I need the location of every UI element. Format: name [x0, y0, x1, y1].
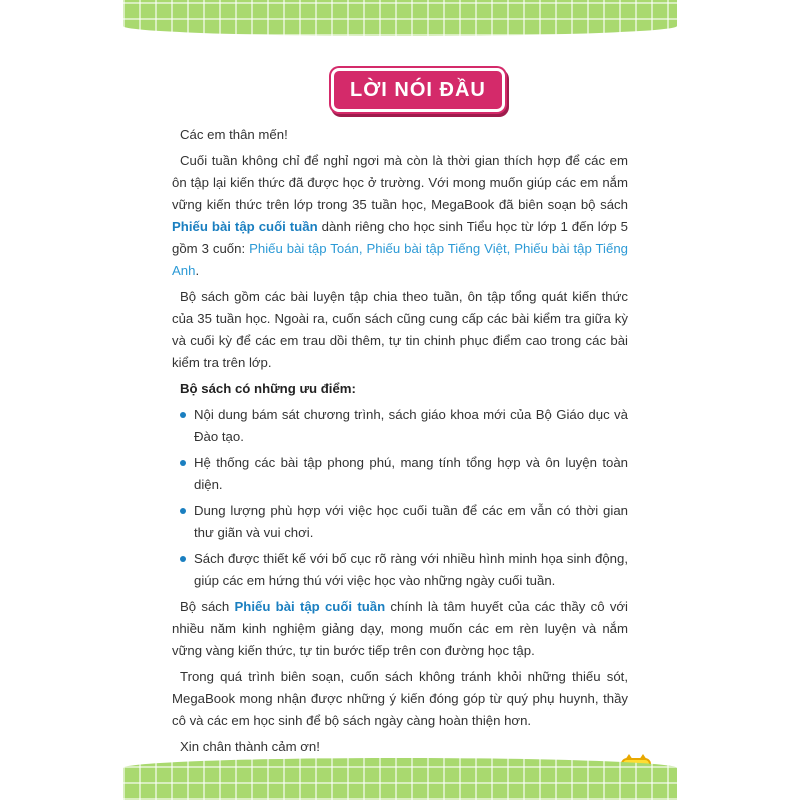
list-item [172, 548, 628, 592]
intro-text-c: . [195, 263, 200, 278]
advantages-list [172, 404, 628, 592]
book-page [123, 0, 677, 800]
closing-line: Xin chân thành cảm ơn! [180, 739, 320, 754]
bullet-icon [180, 412, 186, 418]
book-name-highlight-2: Phiếu bài tập cuối tuần [234, 599, 386, 614]
bullet-icon [180, 556, 186, 562]
greeting: Các em thân mến! [180, 127, 288, 142]
page-title: LỜI NÓI ĐẦU [331, 68, 505, 112]
bullet-icon [180, 508, 186, 514]
list-item [172, 500, 628, 544]
intro-text-a: Cuối tuần không chỉ để nghỉ ngơi mà còn là thời gian thích hợp để các em ôn tập lại kiến thức đã được học ở trường. Với mong muốn giúp các em nắm vững kiến thức trên lớp trong 35 tuần học, MegaBook đã biên soạn bộ sách [172, 153, 628, 212]
advantages-heading: Bộ sách có những ưu điểm: [180, 381, 356, 396]
bullet-icon [180, 460, 186, 466]
bottom-decor-band [123, 758, 677, 800]
paragraph-dedication [172, 596, 628, 662]
list-item [172, 404, 628, 448]
book-name-highlight: Phiếu bài tập cuối tuần [172, 219, 318, 234]
list-item-text: Sách được thiết kế với bố cục rõ ràng với nhiều hình minh họa sinh động, giúp các em hứng thú với việc học vào những ngày cuối tuần. [194, 551, 628, 588]
paragraph-intro [172, 150, 628, 282]
top-decor-band [123, 0, 677, 36]
intro-text-b: dành riêng cho học sinh Tiểu học từ lớp 1 đến lớp 5 gồm 3 cuốn: [172, 219, 629, 256]
paragraph-structure: Bộ sách gồm các bài luyện tập chia theo tuần, ôn tập tổng quát kiến thức của 35 tuần học. Ngoài ra, cuốn sách cũng cung cấp các bài kiểm tra giữa kỳ và cuối kỳ để các em trau dồi thêm, tự tin chinh phục điểm cao trong các bài kiểm tra trên lớp. [172, 289, 628, 370]
dedication-text-a: Bộ sách [180, 599, 235, 614]
list-item-text: Hệ thống các bài tập phong phú, mang tính tổng hợp và ôn luyện toàn diện. [194, 455, 628, 492]
list-item [172, 452, 628, 496]
list-item-text: Dung lượng phù hợp với việc học cuối tuần để các em vẫn có thời gian thư giãn và vui chơi. [194, 503, 628, 540]
title-container [331, 68, 505, 112]
dedication-text-b: chính là tâm huyết của các thầy cô với nhiều năm kinh nghiệm giảng dạy, mong muốn các em rèn luyện và nắm vững vàng kiến thức, tự tin bước tiếp trên con đường học tập. [172, 599, 628, 658]
preface-body [172, 124, 628, 784]
paragraph-feedback: Trong quá trình biên soạn, cuốn sách không tránh khỏi những thiếu sót, MegaBook mong nhận được những ý kiến đóng góp từ quý phụ huynh, thầy cô và các em học sinh để bộ sách ngày càng hoàn thiện hơn. [172, 669, 628, 728]
list-item-text: Nội dung bám sát chương trình, sách giáo khoa mới của Bộ Giáo dục và Đào tạo. [194, 407, 628, 444]
book-titles-highlight: Phiếu bài tập Toán, Phiếu bài tập Tiếng Việt, Phiếu bài tập Tiếng Anh [172, 241, 628, 278]
